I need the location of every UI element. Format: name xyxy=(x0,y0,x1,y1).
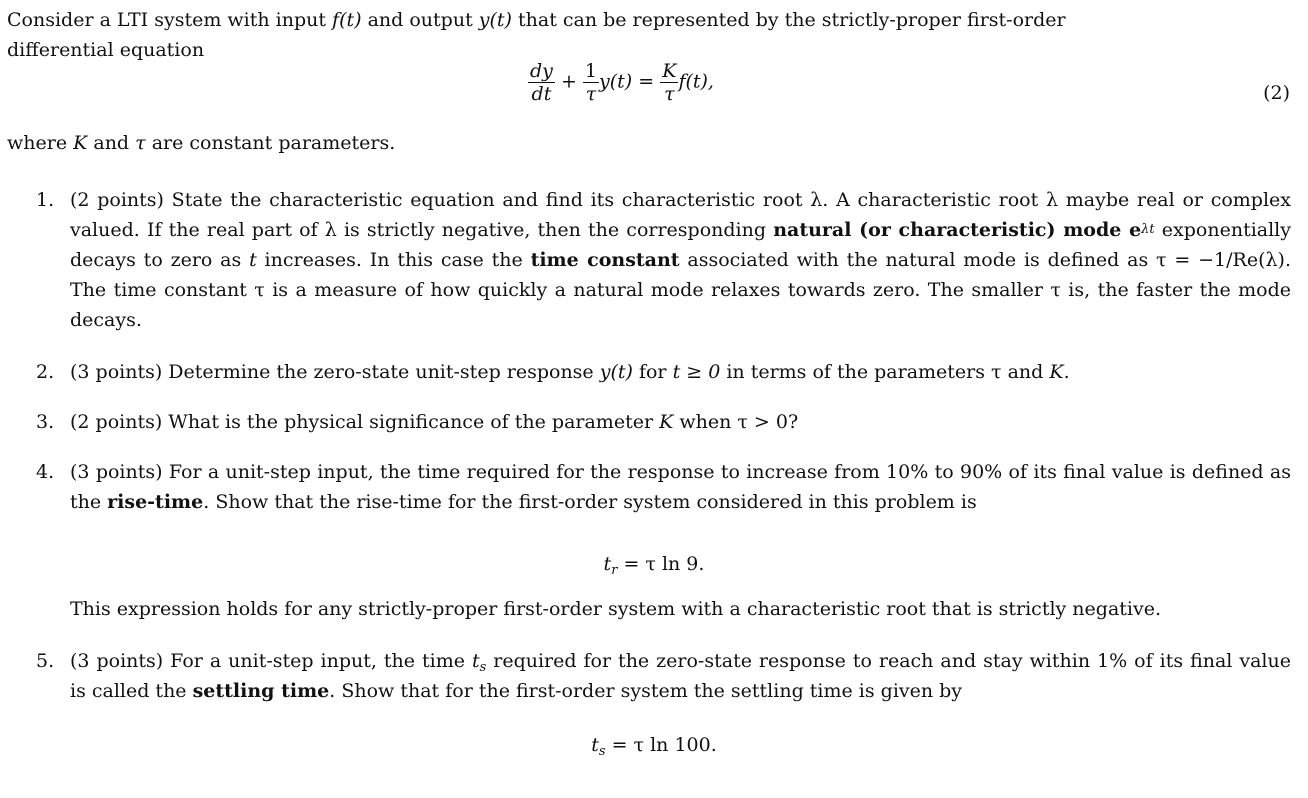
rise-time-equation: $t_r = \tau$ ln 9. xyxy=(603,553,705,578)
item-label: 5. xyxy=(36,650,55,672)
list-item-2 xyxy=(36,357,1291,387)
item-1-text: (2 points) State the characteristic equation and find its characteristic root λ. A characteristic root λ maybe real or complex valued. If the real part of λ is strictly negative, then the corresponding natural (or characteristic) mode $e^{\lambda t}$ exponentially decays to zero as t increases. In this case the time constant associated with the natural mode is defined as τ = −1/Re(λ). The time constant τ is a measure of how quickly a natural mode relaxes towards zero. The smaller τ is, the faster the mode decays. xyxy=(70,189,1291,331)
item-label: 4. xyxy=(36,461,55,483)
item-5-text: (3 points) For a unit-step input, the time $t_s$ required for the zero-state response to reach and stay within 1% of its final value is called the settling time. Show that for the first-order system the settling time is given by xyxy=(70,650,1291,702)
output-symbol: y(t) xyxy=(478,9,512,31)
equation-number: (2) xyxy=(1263,82,1290,104)
item-2-text: (3 points) Determine the zero-state unit-step response y(t) for t ≥ 0 in terms of the parameters τ and K. xyxy=(70,361,1070,383)
list-item-4 xyxy=(36,457,1291,517)
input-symbol: f(t) xyxy=(332,9,362,31)
list-item-5 xyxy=(36,646,1291,706)
intro-line-1: Consider a LTI system with input f(t) and output y(t) that can be represented by the strictly-proper first-order xyxy=(7,9,1066,31)
item-label: 2. xyxy=(36,361,55,383)
fraction-1-tau: $\frac{1}{\tau}$ xyxy=(584,60,598,105)
where-line: where K and τ are constant parameters. xyxy=(7,132,396,154)
item-label: 1. xyxy=(36,189,55,211)
list-item-1 xyxy=(36,185,1291,335)
item-label: 3. xyxy=(36,411,55,433)
rise-time-note: This expression holds for any strictly-proper first-order system with a characteristic root that is strictly negative. xyxy=(70,598,1162,620)
item-4-text: (3 points) For a unit-step input, the time required for the response to increase from 10% to 90% of its final value is defined as the rise-time. Show that the rise-time for the first-order system considered in this problem is xyxy=(70,461,1291,513)
fraction-dy-dt: $\frac{dy}{dt}$ xyxy=(530,60,553,105)
intro-line-2: differential equation xyxy=(7,39,205,61)
item-3-text: (2 points) What is the physical significance of the parameter K when τ > 0? xyxy=(70,411,799,433)
main-equation: $\frac{dy}{dt}$ + $\frac{1}{\tau}$ y(t) = $\frac{K}{\tau}$ f(t), xyxy=(530,60,714,105)
settling-time-equation: $t_s = \tau$ ln 100. xyxy=(591,734,717,759)
list-item-3 xyxy=(36,407,1291,437)
fraction-K-tau: $\frac{K}{\tau}$ xyxy=(662,60,677,105)
